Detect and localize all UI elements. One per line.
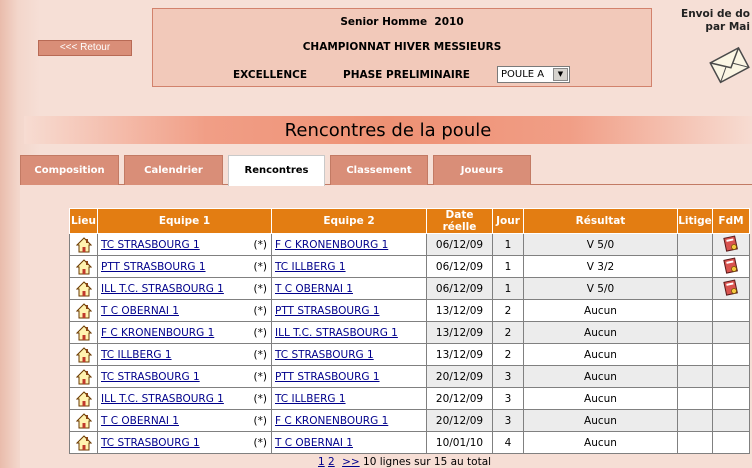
litige-cell bbox=[678, 410, 713, 432]
venue-cell[interactable] bbox=[70, 366, 98, 388]
date-cell: 10/01/10 bbox=[427, 432, 493, 454]
home-marker: (*) bbox=[253, 239, 267, 251]
home-marker: (*) bbox=[253, 371, 267, 383]
home-marker: (*) bbox=[253, 393, 267, 405]
venue-cell[interactable] bbox=[70, 256, 98, 278]
tab-calendrier[interactable]: Calendrier bbox=[124, 155, 223, 185]
tab-joueurs[interactable]: Joueurs bbox=[433, 155, 531, 185]
fdm-cell bbox=[713, 432, 750, 454]
home-icon[interactable] bbox=[76, 393, 92, 405]
title-band bbox=[24, 116, 752, 144]
day-cell: 4 bbox=[493, 432, 524, 454]
day-cell: 1 bbox=[493, 278, 524, 300]
venue-cell[interactable] bbox=[70, 322, 98, 344]
team1-link[interactable]: T C OBERNAI 1 bbox=[101, 414, 179, 427]
team1-link[interactable]: TC STRASBOURG 1 bbox=[101, 370, 200, 383]
pagination bbox=[318, 456, 491, 468]
home-icon[interactable] bbox=[76, 239, 92, 251]
team2-link[interactable]: T C OBERNAI 1 bbox=[275, 282, 353, 295]
litige-cell bbox=[678, 300, 713, 322]
table-row bbox=[70, 278, 750, 300]
team1-cell bbox=[98, 278, 272, 300]
tab-rencontres[interactable]: Rencontres bbox=[228, 155, 325, 186]
team1-link[interactable]: T C OBERNAI 1 bbox=[101, 304, 179, 317]
team2-link[interactable]: TC ILLBERG 1 bbox=[275, 260, 346, 273]
competition-info-box bbox=[152, 8, 652, 87]
team2-cell bbox=[272, 256, 427, 278]
home-marker: (*) bbox=[253, 437, 267, 449]
team1-cell bbox=[98, 234, 272, 256]
table-row bbox=[70, 300, 750, 322]
result-cell: Aucun bbox=[524, 344, 678, 366]
header-equipe-2: Equipe 2 bbox=[272, 209, 427, 234]
home-marker: (*) bbox=[253, 349, 267, 361]
team1-link[interactable]: ILL T.C. STRASBOURG 1 bbox=[101, 282, 224, 295]
fdm-cell bbox=[713, 256, 750, 278]
litige-cell bbox=[678, 234, 713, 256]
home-marker: (*) bbox=[253, 305, 267, 317]
home-marker: (*) bbox=[253, 415, 267, 427]
match-sheet-icon[interactable] bbox=[723, 287, 739, 299]
team2-cell bbox=[272, 388, 427, 410]
day-cell: 3 bbox=[493, 410, 524, 432]
team1-cell bbox=[98, 432, 272, 454]
team2-link[interactable]: TC ILLBERG 1 bbox=[275, 392, 346, 405]
home-icon[interactable] bbox=[76, 349, 92, 361]
team2-link[interactable]: PTT STRASBOURG 1 bbox=[275, 370, 380, 383]
home-icon[interactable] bbox=[76, 283, 92, 295]
table-row bbox=[70, 322, 750, 344]
date-cell: 06/12/09 bbox=[427, 234, 493, 256]
next-page-link[interactable]: >> bbox=[342, 456, 360, 468]
fdm-cell bbox=[713, 322, 750, 344]
team1-cell bbox=[98, 300, 272, 322]
fdm-cell bbox=[713, 278, 750, 300]
date-cell: 06/12/09 bbox=[427, 278, 493, 300]
home-marker: (*) bbox=[253, 327, 267, 339]
home-icon[interactable] bbox=[76, 371, 92, 383]
chevron-down-icon[interactable]: ▼ bbox=[553, 68, 568, 81]
team1-link[interactable]: ILL T.C. STRASBOURG 1 bbox=[101, 392, 224, 405]
championship-label: CHAMPIONNAT HIVER MESSIEURS bbox=[302, 41, 502, 53]
mail-envelope-icon[interactable] bbox=[708, 42, 752, 86]
day-cell: 3 bbox=[493, 388, 524, 410]
header-litige: Litige bbox=[678, 209, 713, 234]
result-cell: Aucun bbox=[524, 322, 678, 344]
fdm-cell bbox=[713, 344, 750, 366]
team2-cell bbox=[272, 344, 427, 366]
header-lieu: Lieu bbox=[70, 209, 98, 234]
mail-text-line1: Envoi de do bbox=[681, 8, 750, 20]
team1-link[interactable]: TC ILLBERG 1 bbox=[101, 348, 172, 361]
team2-link[interactable]: T C OBERNAI 1 bbox=[275, 436, 353, 449]
match-sheet-icon[interactable] bbox=[723, 243, 739, 255]
venue-cell[interactable] bbox=[70, 388, 98, 410]
header-equipe-1: Equipe 1 bbox=[98, 209, 272, 234]
table-row bbox=[70, 344, 750, 366]
litige-cell bbox=[678, 366, 713, 388]
date-cell: 06/12/09 bbox=[427, 256, 493, 278]
result-cell: Aucun bbox=[524, 388, 678, 410]
day-cell: 2 bbox=[493, 344, 524, 366]
team1-link[interactable]: F C KRONENBOURG 1 bbox=[101, 326, 215, 339]
home-icon[interactable] bbox=[76, 305, 92, 317]
date-cell: 20/12/09 bbox=[427, 410, 493, 432]
team1-link[interactable]: TC STRASBOURG 1 bbox=[101, 238, 200, 251]
team2-cell bbox=[272, 322, 427, 344]
litige-cell bbox=[678, 322, 713, 344]
litige-cell bbox=[678, 344, 713, 366]
home-marker: (*) bbox=[253, 261, 267, 273]
litige-cell bbox=[678, 388, 713, 410]
mail-send-area[interactable] bbox=[662, 8, 752, 88]
team1-cell bbox=[98, 256, 272, 278]
venue-cell[interactable] bbox=[70, 344, 98, 366]
fdm-cell bbox=[713, 300, 750, 322]
team2-link[interactable]: ILL T.C. STRASBOURG 1 bbox=[275, 326, 398, 339]
poule-select[interactable] bbox=[497, 66, 570, 83]
date-cell: 20/12/09 bbox=[427, 366, 493, 388]
home-icon[interactable] bbox=[76, 261, 92, 273]
level-label: EXCELLENCE bbox=[233, 69, 307, 81]
home-icon[interactable] bbox=[76, 415, 92, 427]
litige-cell bbox=[678, 432, 713, 454]
table-row bbox=[70, 366, 750, 388]
team2-link[interactable]: F C KRONENBOURG 1 bbox=[275, 414, 389, 427]
header-jour: Jour bbox=[493, 209, 524, 234]
day-cell: 1 bbox=[493, 234, 524, 256]
header-date-reelle: Date réelle bbox=[427, 209, 493, 234]
team2-cell bbox=[272, 410, 427, 432]
result-cell: V 5/0 bbox=[524, 234, 678, 256]
mail-text-line2: par Mai bbox=[705, 21, 750, 33]
phase-label: PHASE PRELIMINAIRE bbox=[343, 69, 470, 81]
home-icon[interactable] bbox=[76, 437, 92, 449]
team1-cell bbox=[98, 388, 272, 410]
day-cell: 2 bbox=[493, 300, 524, 322]
season-label: Senior Homme 2010 bbox=[340, 16, 464, 28]
fdm-cell bbox=[713, 410, 750, 432]
page-2-link[interactable]: 2 bbox=[328, 456, 335, 468]
page-title: Rencontres de la poule bbox=[284, 120, 492, 141]
result-cell: Aucun bbox=[524, 432, 678, 454]
fdm-cell bbox=[713, 366, 750, 388]
venue-cell[interactable] bbox=[70, 234, 98, 256]
date-cell: 13/12/09 bbox=[427, 300, 493, 322]
back-button[interactable]: <<< Retour bbox=[38, 40, 132, 56]
day-cell: 3 bbox=[493, 366, 524, 388]
team2-link[interactable]: TC STRASBOURG 1 bbox=[275, 348, 374, 361]
date-cell: 20/12/09 bbox=[427, 388, 493, 410]
tab-composition[interactable]: Composition bbox=[20, 155, 119, 185]
header-fdm: FdM bbox=[713, 209, 750, 234]
table-header-row bbox=[70, 209, 750, 234]
team2-cell bbox=[272, 234, 427, 256]
table-row bbox=[70, 234, 750, 256]
litige-cell bbox=[678, 256, 713, 278]
date-cell: 13/12/09 bbox=[427, 344, 493, 366]
team1-link[interactable]: PTT STRASBOURG 1 bbox=[101, 260, 206, 273]
result-cell: Aucun bbox=[524, 300, 678, 322]
team2-link[interactable]: PTT STRASBOURG 1 bbox=[275, 304, 380, 317]
date-cell: 13/12/09 bbox=[427, 322, 493, 344]
table-row bbox=[70, 410, 750, 432]
result-cell: Aucun bbox=[524, 366, 678, 388]
matches-table bbox=[69, 208, 750, 454]
table-row bbox=[70, 388, 750, 410]
team2-cell bbox=[272, 366, 427, 388]
team2-cell bbox=[272, 432, 427, 454]
result-cell: Aucun bbox=[524, 410, 678, 432]
day-cell: 1 bbox=[493, 256, 524, 278]
team2-cell bbox=[272, 300, 427, 322]
result-cell: V 5/0 bbox=[524, 278, 678, 300]
team1-link[interactable]: TC STRASBOURG 1 bbox=[101, 436, 200, 449]
header-resultat: Résultat bbox=[524, 209, 678, 234]
fdm-cell bbox=[713, 234, 750, 256]
match-sheet-icon[interactable] bbox=[723, 265, 739, 277]
team1-cell bbox=[98, 410, 272, 432]
team1-cell bbox=[98, 344, 272, 366]
team2-link[interactable]: F C KRONENBOURG 1 bbox=[275, 238, 389, 251]
day-cell: 2 bbox=[493, 322, 524, 344]
venue-cell[interactable] bbox=[70, 432, 98, 454]
home-marker: (*) bbox=[253, 283, 267, 295]
poule-select-value: POULE A bbox=[501, 69, 545, 80]
venue-cell[interactable] bbox=[70, 278, 98, 300]
result-cell: V 3/2 bbox=[524, 256, 678, 278]
litige-cell bbox=[678, 278, 713, 300]
team2-cell bbox=[272, 278, 427, 300]
pagination-summary: 10 lignes sur 15 au total bbox=[363, 456, 492, 468]
tab-classement[interactable]: Classement bbox=[330, 155, 428, 185]
venue-cell[interactable] bbox=[70, 300, 98, 322]
fdm-cell bbox=[713, 388, 750, 410]
venue-cell[interactable] bbox=[70, 410, 98, 432]
table-row bbox=[70, 256, 750, 278]
home-icon[interactable] bbox=[76, 327, 92, 339]
team1-cell bbox=[98, 322, 272, 344]
page-1-link[interactable]: 1 bbox=[318, 456, 325, 468]
table-row bbox=[70, 432, 750, 454]
team1-cell bbox=[98, 366, 272, 388]
